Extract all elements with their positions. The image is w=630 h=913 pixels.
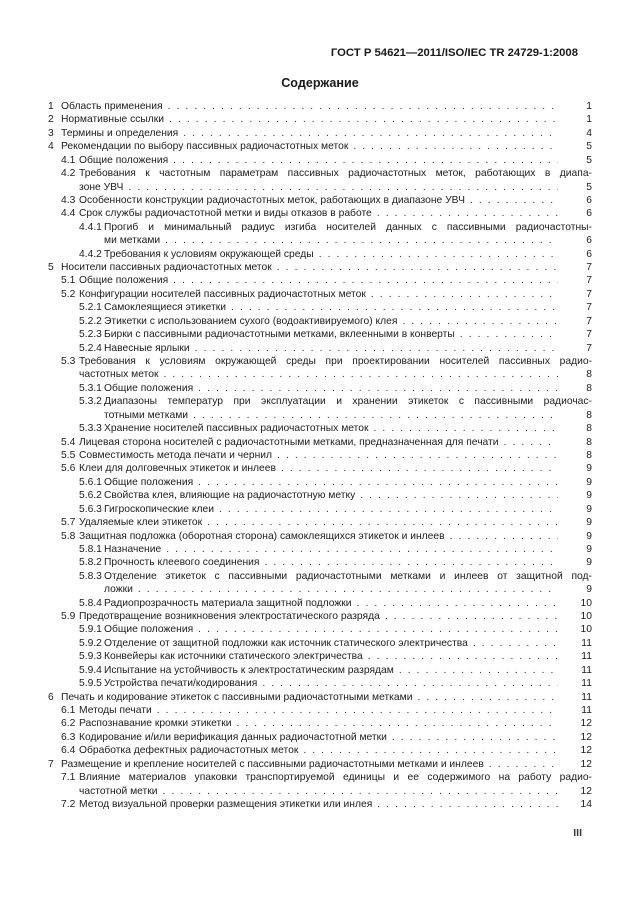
toc-entry-text: Распознавание кромки этикетки	[79, 718, 232, 730]
toc-line	[48, 409, 592, 422]
toc-entry-number: 4.3	[61, 194, 76, 206]
toc-line	[48, 785, 592, 798]
toc-entry-number: 4	[48, 141, 54, 153]
toc-line	[48, 503, 592, 516]
toc-line	[48, 248, 592, 261]
toc-entry-text: Особенности конструкции радиочастотных меток, работающих в диапазоне УВЧ	[79, 194, 465, 206]
toc-entry-number: 4.2	[61, 168, 76, 180]
toc-entry-page: 8	[586, 369, 592, 381]
dot-leader	[377, 798, 558, 811]
toc-entry-number: 7.1	[61, 772, 76, 784]
toc-entry-page: 7	[586, 302, 592, 314]
toc-entry-number: 5.9.5	[79, 678, 102, 690]
toc-entry-number: 5.8.3	[79, 570, 102, 582]
toc-entry-text: Самоклеящиеся этикетки	[104, 302, 227, 314]
toc-entry-page: 9	[586, 557, 592, 569]
toc-list	[48, 100, 592, 811]
toc-entry-page: 12	[580, 758, 592, 770]
toc-entry-text: Свойства клея, влияющие на радиочастотную метку	[104, 490, 356, 502]
toc-entry-text: Общие положения	[79, 154, 169, 166]
toc-line	[48, 677, 592, 690]
toc-entry-text: Гигроскопические клеи	[104, 503, 214, 515]
toc-line	[48, 758, 592, 771]
toc-line	[48, 597, 592, 610]
toc-entry-text: Отделение этикеток с пассивными радиочастотными метками и инлеев от защитной под-	[104, 570, 592, 582]
toc-entry-text: Область применения	[61, 101, 163, 112]
toc-line	[48, 650, 592, 663]
toc-entry-text: Требования к условиям окружающей среды при проектировании носителей пассивных радио-	[79, 356, 592, 368]
toc-entry-text: ми метками	[104, 235, 161, 247]
dot-leader	[377, 207, 558, 220]
toc-entry-number: 5.9.1	[79, 624, 102, 636]
toc-entry-text: Требования к условиям окружающей среды	[104, 248, 314, 260]
toc-entry-text: зоне УВЧ	[79, 181, 124, 193]
page-title: Содержание	[281, 76, 359, 90]
toc-entry-text: Испытание на устойчивость к электростатическим разрядам	[104, 664, 394, 676]
toc-entry-text: тотными метками	[104, 409, 189, 421]
toc-entry-page: 8	[586, 449, 592, 461]
toc-line	[48, 771, 592, 784]
dot-leader	[207, 516, 558, 529]
toc-entry-text: Конвейеры как источники статического электричества	[104, 651, 363, 663]
toc-entry-text: Прогиб и минимальный радиус изгиба носителей данных с пассивными радиочастотны-	[104, 221, 592, 233]
dot-leader	[173, 154, 558, 167]
toc-entry-page: 11	[581, 691, 592, 703]
dot-leader	[236, 717, 558, 730]
toc-line	[48, 731, 592, 744]
toc-entry-text: Общие положения	[79, 275, 169, 287]
toc-entry-page: 6	[586, 194, 592, 206]
toc-line	[48, 301, 592, 314]
toc-entry-text: Предотвращение возникновения электростатического разряда	[79, 611, 380, 623]
dot-leader	[402, 315, 558, 328]
toc-entry-number: 5.3	[61, 356, 76, 368]
toc-entry-number: 5.6.1	[79, 476, 102, 488]
toc-entry-number: 6.2	[61, 718, 76, 730]
toc-entry-page: 9	[586, 490, 592, 502]
dot-leader	[277, 261, 558, 274]
toc-line	[48, 449, 592, 462]
dot-leader	[450, 530, 558, 543]
toc-entry-page: 14	[580, 798, 592, 810]
toc-entry-page: 11	[581, 651, 592, 663]
toc-line	[48, 167, 592, 180]
toc-entry-number: 4.1	[61, 154, 76, 166]
dot-leader	[198, 623, 558, 636]
toc-entry-number: 5.6	[61, 463, 76, 475]
dot-leader	[163, 785, 558, 798]
toc-entry-page: 5	[586, 181, 592, 193]
toc-entry-text: Кодирование и/или верификация данных радиочастотной метки	[79, 731, 387, 743]
dot-leader	[138, 583, 558, 596]
toc-line	[48, 530, 592, 543]
toc-entry-number: 5.9.2	[79, 637, 102, 649]
dot-leader	[417, 691, 558, 704]
toc-line	[48, 704, 592, 717]
toc-entry-page: 1	[586, 101, 592, 112]
toc-line	[48, 744, 592, 757]
toc-entry-number: 7.2	[61, 798, 76, 810]
toc-entry-page: 7	[586, 342, 592, 354]
toc-entry-page: 9	[586, 503, 592, 515]
toc-entry-number: 6	[48, 691, 54, 703]
toc-entry-text: Диапазоны температур при эксплуатации и хранении этикеток с пассивными радиочас-	[104, 396, 592, 408]
toc-entry-text: Навесные ярлыки	[104, 342, 190, 354]
dot-leader	[165, 234, 558, 247]
toc-entry-number: 7	[48, 758, 54, 770]
dot-leader	[319, 248, 558, 261]
dot-leader	[173, 274, 558, 287]
toc-entry-number: 5.9.4	[79, 664, 102, 676]
toc-line	[48, 342, 592, 355]
toc-entry-text: Обработка дефектных радиочастотных меток	[79, 745, 299, 757]
toc-line	[48, 194, 592, 207]
toc-entry-text: Совместимость метода печати и чернил	[79, 449, 273, 461]
toc-entry-page: 12	[580, 745, 592, 757]
toc-line	[48, 207, 592, 220]
toc-line	[48, 274, 592, 287]
toc-entry-page: 6	[586, 208, 592, 220]
toc-entry-text: Радиопрозрачность материала защитной подложки	[104, 597, 352, 609]
toc-entry-number: 6.4	[61, 745, 76, 757]
toc-line	[48, 570, 592, 583]
toc-line	[48, 422, 592, 435]
toc-entry-text: Отделение от защитной подложки как источник статического электричества	[104, 637, 468, 649]
toc-entry-page: 1	[586, 114, 592, 126]
toc-entry-text: Термины и определения	[61, 127, 179, 139]
toc-entry-text: Устройства печати/кодирования	[104, 678, 258, 690]
toc-entry-page: 7	[586, 329, 592, 341]
toc-entry-page: 10	[580, 597, 592, 609]
toc-entry-text: Клеи для долговечных этикеток и инлеев	[79, 463, 276, 475]
document-code: ГОСТ Р 54621—2011/ISO/IEC TR 24729-1:2008	[330, 47, 578, 59]
toc-entry-number: 5.9	[61, 611, 76, 623]
toc-entry-page: 6	[586, 235, 592, 247]
toc-entry-text: частотных меток	[79, 369, 159, 381]
dot-leader	[357, 597, 558, 610]
toc-entry-page: 11	[581, 637, 592, 649]
toc-entry-text: Влияние материалов упаковки транспортируемой единицы и ее содержимого на работу радио-	[79, 772, 592, 784]
toc-entry-page: 11	[581, 704, 592, 716]
toc-entry-number: 3	[48, 127, 54, 139]
toc-line	[48, 623, 592, 636]
page-number: III	[573, 827, 582, 839]
toc-entry-page: 7	[586, 288, 592, 300]
toc-line	[48, 154, 592, 167]
toc-line	[48, 583, 592, 596]
toc-line	[48, 543, 592, 556]
dot-leader	[231, 301, 558, 314]
toc-entry-text: ложки	[104, 584, 133, 596]
toc-line	[48, 691, 592, 704]
toc-line	[48, 140, 592, 153]
toc-entry-page: 9	[586, 476, 592, 488]
toc-entry-page: 11	[581, 664, 592, 676]
dot-leader	[277, 449, 558, 462]
toc-entry-text: Общие положения	[104, 624, 194, 636]
toc-entry-number: 5.5	[61, 449, 76, 461]
toc-entry-text: Удаляемые клеи этикеток	[79, 517, 203, 529]
toc-entry-number: 5.8	[61, 530, 76, 542]
toc-line	[48, 127, 592, 140]
toc-line	[48, 516, 592, 529]
dot-leader	[460, 328, 558, 341]
toc-line	[48, 181, 592, 194]
dot-leader	[163, 368, 558, 381]
toc-line	[48, 664, 592, 677]
toc-entry-number: 4.4.1	[79, 221, 102, 233]
toc-entry-number: 5.8.2	[79, 557, 102, 569]
toc-entry-number: 5.1	[61, 275, 76, 287]
dot-leader	[399, 664, 558, 677]
dot-leader	[489, 758, 558, 771]
toc-entry-text: Хранение носителей пассивных радиочастотных меток	[104, 423, 369, 435]
toc-entry-text: Прочность клеевого соединения	[104, 557, 260, 569]
toc-entry-page: 10	[580, 624, 592, 636]
dot-leader	[195, 342, 558, 355]
toc-entry-page: 8	[586, 409, 592, 421]
toc-entry-number: 5.3.3	[79, 423, 102, 435]
toc-entry-page: 11	[581, 678, 592, 690]
toc-line	[48, 717, 592, 730]
toc-entry-number: 5.4	[61, 436, 76, 448]
toc-entry-text: Требования к частотным параметрам пассивных радиочастотных меток, работающих в диапа-	[79, 168, 592, 180]
toc-entry-page: 9	[586, 530, 592, 542]
toc-line	[48, 288, 592, 301]
dot-leader	[303, 744, 558, 757]
toc-line	[48, 610, 592, 623]
toc-entry-text: Размещение и крепление носителей с пассивными радиочастотными метками и инлеев	[61, 758, 484, 770]
toc-line	[48, 382, 592, 395]
toc-entry-page: 12	[580, 785, 592, 797]
toc-entry-number: 5.2.3	[79, 329, 102, 341]
toc-entry-number: 5.8.4	[79, 597, 102, 609]
dot-leader	[264, 556, 558, 569]
toc-entry-text: Лицевая сторона носителей с радиочастотными метками, предназначенная для печати	[79, 436, 499, 448]
dot-leader	[198, 476, 558, 489]
dot-leader	[392, 731, 558, 744]
toc-entry-number: 5.8.1	[79, 543, 102, 555]
toc-entry-page: 7	[586, 275, 592, 287]
toc-entry-number: 4.4.2	[79, 248, 102, 260]
toc-entry-number: 5.6.3	[79, 503, 102, 515]
toc-line	[48, 436, 592, 449]
toc-entry-text: Носители пассивных радиочастотных меток	[61, 262, 272, 274]
toc-entry-text: Метод визуальной проверки размещения этикетки или инлея	[79, 798, 373, 810]
toc-entry-page: 12	[580, 731, 592, 743]
toc-entry-text: Защитная подложка (оборотная сторона) самоклеящихся этикеток и инлеев	[79, 530, 445, 542]
toc-entry-number: 5.3.1	[79, 382, 102, 394]
toc-entry-number: 2	[48, 114, 54, 126]
toc-entry-number: 1	[48, 101, 54, 112]
toc-line	[48, 798, 592, 811]
toc-entry-number: 5.7	[61, 517, 76, 529]
dot-leader	[470, 194, 558, 207]
toc-entry-number: 5.2.4	[79, 342, 102, 354]
toc-line	[48, 221, 592, 234]
dot-leader	[183, 127, 558, 140]
toc-entry-number: 5.6.2	[79, 490, 102, 502]
toc-entry-text: Методы печати	[79, 704, 152, 716]
toc-entry-number: 5.2	[61, 288, 76, 300]
toc-entry-page: 8	[586, 423, 592, 435]
toc-entry-page: 8	[586, 436, 592, 448]
toc-line	[48, 234, 592, 247]
dot-leader	[166, 543, 558, 556]
toc-line	[48, 368, 592, 381]
toc-entry-page: 4	[586, 127, 592, 139]
toc-line	[48, 355, 592, 368]
dot-leader	[385, 610, 558, 623]
toc-entry-page: 9	[586, 463, 592, 475]
toc-line	[48, 113, 592, 126]
toc-entry-page: 7	[586, 315, 592, 327]
toc-entry-text: Срок службы радиочастотной метки и виды отказов в работе	[79, 208, 372, 220]
dot-leader	[371, 288, 558, 301]
toc-entry-page: 7	[586, 262, 592, 274]
toc-entry-page: 6	[586, 248, 592, 260]
toc-entry-text: Конфигурации носителей пассивных радиочастотных меток	[79, 288, 366, 300]
toc-line	[48, 395, 592, 408]
toc-entry-number: 5	[48, 262, 54, 274]
toc-entry-text: Этикетки с использованием сухого (водоактивируемого) клея	[104, 315, 398, 327]
toc-line	[48, 100, 592, 113]
toc-entry-number: 5.2.1	[79, 302, 102, 314]
toc-entry-page: 12	[580, 718, 592, 730]
toc-entry-page: 5	[586, 154, 592, 166]
toc-entry-text: Бирки с пассивными радиочастотными метками, вклеенными в конверты	[104, 329, 455, 341]
toc-entry-text: Рекомендации по выбору пассивных радиочастотных меток	[61, 141, 349, 153]
dot-leader	[157, 704, 558, 717]
toc-entry-text: Нормативные ссылки	[61, 114, 165, 126]
toc-line	[48, 462, 592, 475]
dot-leader	[219, 503, 558, 516]
toc-line	[48, 328, 592, 341]
toc-entry-number: 6.1	[61, 704, 76, 716]
dot-leader	[168, 100, 558, 113]
dot-leader	[128, 181, 558, 194]
dot-leader	[473, 637, 558, 650]
toc-entry-number: 5.2.2	[79, 315, 102, 327]
toc-entry-number: 4.4	[61, 208, 76, 220]
dot-leader	[281, 462, 558, 475]
toc-entry-number: 6.3	[61, 731, 76, 743]
toc-line	[48, 489, 592, 502]
toc-line	[48, 315, 592, 328]
dot-leader	[193, 409, 558, 422]
toc-entry-number: 5.9.3	[79, 651, 102, 663]
toc-entry-page: 9	[586, 517, 592, 529]
dot-leader	[368, 650, 558, 663]
toc-entry-text: Назначение	[104, 543, 162, 555]
toc-entry-text: Печать и кодирование этикеток с пассивными радиочастотными метками	[61, 691, 413, 703]
dot-leader	[198, 382, 558, 395]
toc-entry-page: 10	[580, 611, 592, 623]
toc-line	[48, 261, 592, 274]
dot-leader	[262, 677, 558, 690]
toc-entry-page: 9	[586, 584, 592, 596]
toc-entry-text: Общие положения	[104, 382, 194, 394]
toc-entry-page: 9	[586, 543, 592, 555]
toc-line	[48, 556, 592, 569]
dot-leader	[169, 113, 558, 126]
toc-entry-text: частотной метки	[79, 785, 158, 797]
dot-leader	[374, 422, 559, 435]
toc-line	[48, 637, 592, 650]
toc-line	[48, 476, 592, 489]
toc-entry-text: Общие положения	[104, 476, 194, 488]
toc-entry-number: 5.3.2	[79, 396, 102, 408]
dot-leader	[504, 436, 558, 449]
toc-entry-page: 8	[586, 382, 592, 394]
dot-leader	[360, 489, 558, 502]
toc-entry-page: 5	[586, 141, 592, 153]
dot-leader	[353, 140, 558, 153]
